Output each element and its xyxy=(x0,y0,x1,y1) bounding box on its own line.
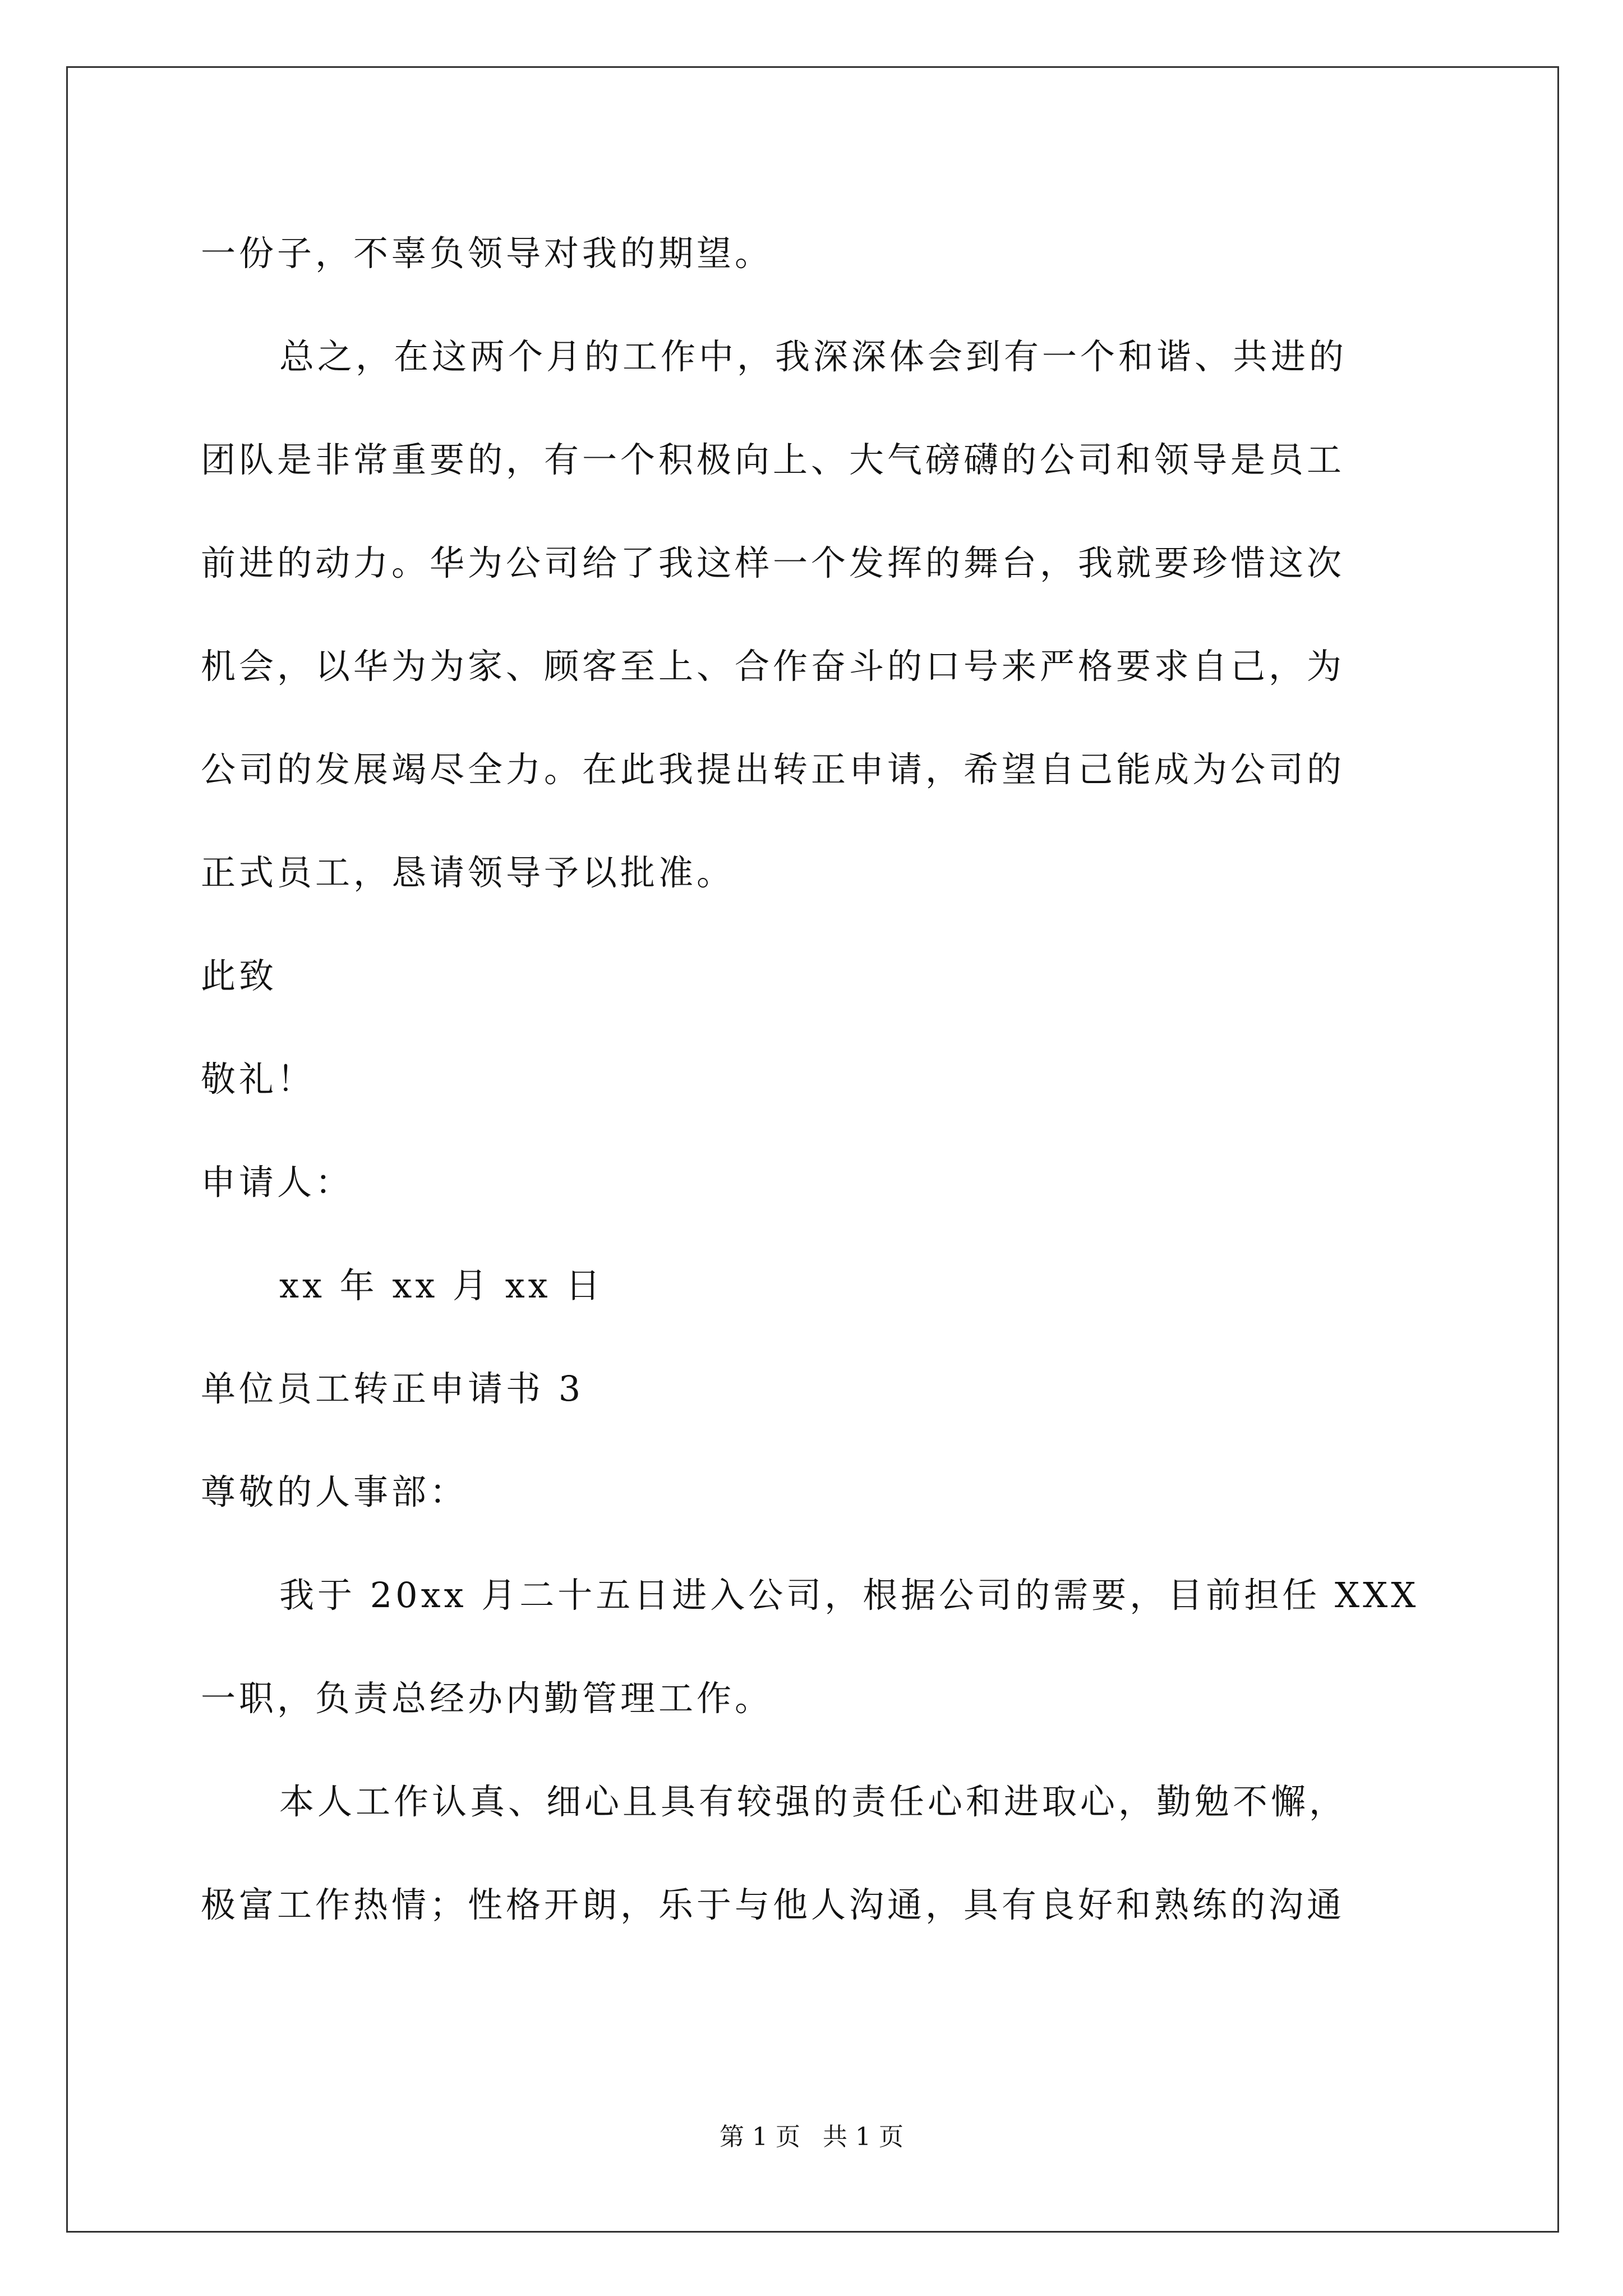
page-number: 第 1 页 xyxy=(720,2123,800,2151)
text-line: 一份子，不辜负领导对我的期望。 xyxy=(201,233,773,274)
date-line: xx 年 xx 月 xx 日 xyxy=(279,1265,604,1306)
salutation-line: 敬礼！ xyxy=(201,1059,316,1099)
paragraph-line: 我于 20xx 月二十五日进入公司，根据公司的需要，目前担任 XXX xyxy=(279,1575,1419,1616)
text-line: 极富工作热情；性格开朗，乐于与他人沟通，具有良好和熟练的沟通 xyxy=(201,1884,1345,1925)
page-total: 共 1 页 xyxy=(823,2123,903,2151)
page-footer xyxy=(0,2120,1623,2154)
section-title: 单位员工转正申请书 3 xyxy=(201,1368,584,1409)
closing-line: 此致 xyxy=(201,955,278,996)
text-line: 一职，负责总经办内勤管理工作。 xyxy=(201,1678,773,1719)
text-line: 机会，以华为为家、顾客至上、合作奋斗的口号来严格要求自己，为 xyxy=(201,646,1345,687)
paragraph-line: 本人工作认真、细心且具有较强的责任心和进取心，勤勉不懈， xyxy=(279,1781,1348,1822)
applicant-line: 申请人： xyxy=(201,1162,354,1203)
text-line: 前进的动力。华为公司给了我这样一个发挥的舞台，我就要珍惜这次 xyxy=(201,542,1345,583)
text-line: 团队是非常重要的，有一个积极向上、大气磅礴的公司和领导是员工 xyxy=(201,439,1345,480)
text-line: 正式员工，恳请领导予以批准。 xyxy=(201,852,735,893)
text-line: 公司的发展竭尽全力。在此我提出转正申请，希望自己能成为公司的 xyxy=(201,749,1345,790)
greeting-line: 尊敬的人事部： xyxy=(201,1471,468,1512)
document-body xyxy=(201,202,1429,1957)
paragraph-line: 总之，在这两个月的工作中，我深深体会到有一个和谐、共进的 xyxy=(279,336,1348,377)
